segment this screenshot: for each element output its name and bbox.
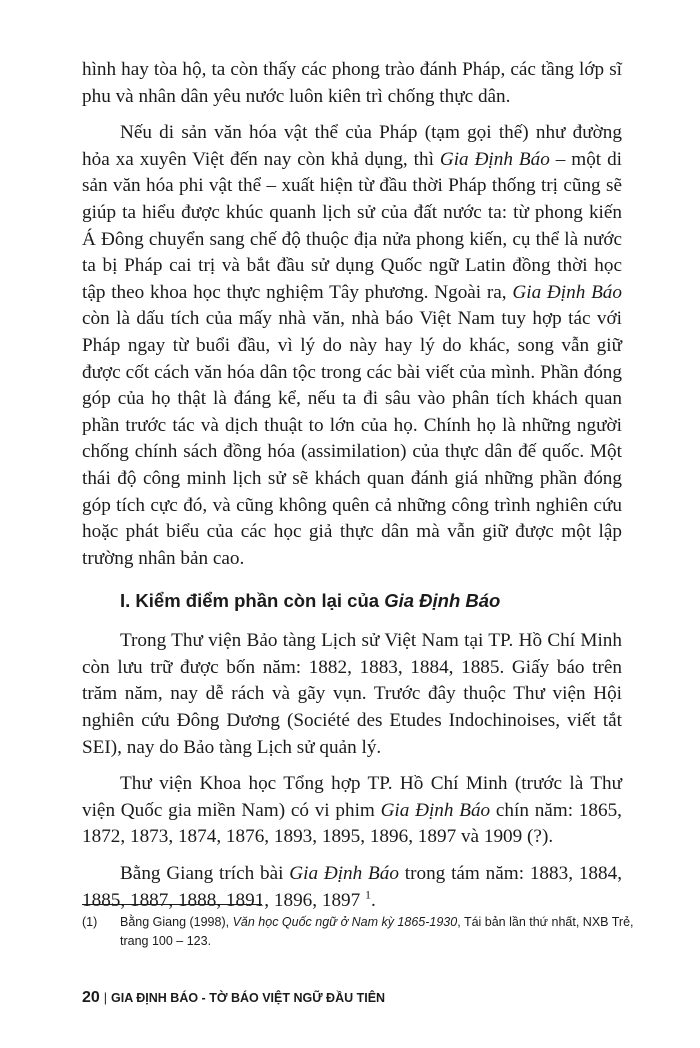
footnote-text: , Tái bản lần thứ nhất, NXB Trẻ, trang 100 – 123. [120,915,634,948]
footnote-book-title: Văn học Quốc ngữ ở Nam kỳ 1865-1930 [232,915,458,929]
paragraph-text: Bằng Giang trích bài [120,863,290,885]
section-heading [82,588,622,614]
paragraph-text: Trong Thư viện Bảo tàng Lịch sử Việt Nam tại TP. Hồ Chí Minh còn lưu trữ được bốn năm: 1882, 1883, 1884, 1885. Giấy báo trên trăm năm, nay dễ rách và gãy vụn. Trước đây thuộc Thư viện Hội nghiên cứu Đông Dương (Société des Etudes Indochinoises, viết tắt SEI), nay do Bảo tàng Lịch sử quản lý. [82,630,622,758]
footnote-number: (1) [82,915,98,929]
paragraph-text: Thư viện Khoa học Tổng hợp TP. Hồ Chí Minh (trước là Thư viện Quốc gia miền Nam) có vi phim [82,773,622,821]
section-heading-title: Gia Định Báo [384,590,501,612]
footnote-reference[interactable]: 1 [365,887,372,902]
paragraph-text: còn là dấu tích của mấy nhà văn, nhà báo Việt Nam tuy hợp tác với Pháp ngay từ buổi đầu, vì lý do này hay lý do khác, song vẫn giữ được cốt cách văn hóa dân tộc trong các bài viết của mình. Phần đóng góp của họ thật là đáng kể, nếu ta đi sâu vào phân tích khách quan phần trước tác và dịch thuật to lớn của họ. Chính họ là những người chống chính sách đồng hóa (assimilation) của thực dân đế quốc. Một thái độ công minh lịch sử sẽ khách quan đánh giá những phần đóng góp tích cực đó, và cũng không quên cả những công trình nghiên cứu hoặc phát biểu của các học giả thực dân mà vẫn giữ được một lập trường nhân bản cao. [82,308,622,569]
main-text [82,57,622,924]
paragraph-text: Nếu di sản văn hóa vật thể của Pháp (tạm gọi thế) như đường hỏa xa xuyên Việt đến nay còn khả dụng, thì [82,122,622,170]
paragraph-text: . [371,889,376,911]
paragraph-science-library [82,771,622,851]
page-footer [82,988,385,1008]
paragraph-text: – một di sản văn hóa phi vật thể – xuất hiện từ đầu thời Pháp thống trị cũng sẽ giúp ta hiểu được khúc quanh lịch sử của đất nước ta: từ phong kiến Á Đông chuyển sang chế độ thuộc địa nửa phong kiến, cụ thể là nước ta bị Pháp cai trị và bắt đầu sử dụng Quốc ngữ Latin đồng thời học tập theo khoa học thực nghiệm Tây phương. Ngoài ra, [82,148,622,303]
footnote [82,913,642,951]
footnote-text: Bằng Giang (1998), [120,915,233,929]
paragraph-text: chín năm: 1865, 1872, 1873, 1874, 1876, 1893, 1895, 1896, 1897 và 1909 (?). [82,799,622,848]
newspaper-title: Gia Định Báo [289,863,399,885]
section-heading-text: I. Kiểm điểm phần còn lại của [120,590,385,612]
page-number: 20 [82,989,100,1006]
paragraph-text: trong tám năm: 1883, 1884, 1885, 1887, 1888, 1891, 1896, 1897 [82,863,622,911]
paragraph-continued [82,57,622,110]
newspaper-title: Gia Định Báo [439,148,550,170]
footnote-divider [82,904,262,905]
running-title: GIA ĐỊNH BÁO - TỜ BÁO VIỆT NGỮ ĐẦU TIÊN [111,991,386,1005]
footnote-body [120,913,642,951]
paragraph-cultural-heritage [82,120,622,572]
newspaper-title: Gia Định Báo [512,281,622,303]
newspaper-title: Gia Định Báo [380,799,491,821]
paragraph-text: hình hay tòa hộ, ta còn thấy các phong trào đánh Pháp, các tầng lớp sĩ phu và nhân dân yêu nước luôn kiên trì chống thực dân. [82,59,622,107]
paragraph-bang-giang [82,861,622,914]
paragraph-museum-library [82,628,622,761]
footer-separator: | [103,991,108,1005]
